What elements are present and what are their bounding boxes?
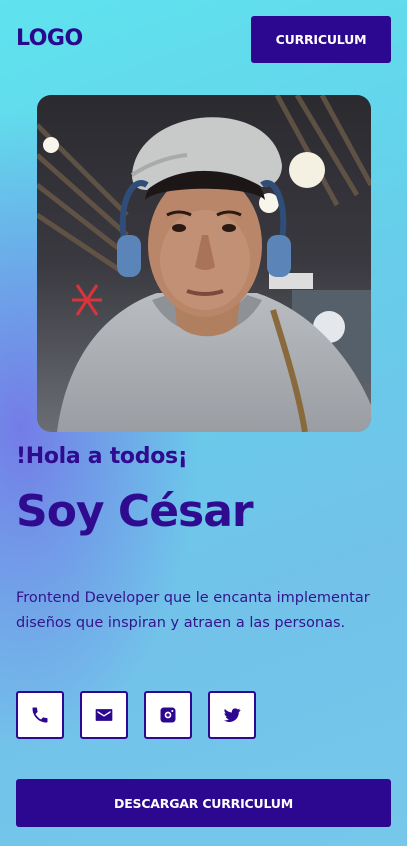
twitter-button[interactable] xyxy=(208,691,256,739)
hero-description: Frontend Developer que le encanta implementar diseños que inspiran y atraen a las personas. xyxy=(16,590,370,631)
mail-icon xyxy=(94,705,114,725)
hero-name: Soy César xyxy=(16,486,253,537)
phone-button[interactable] xyxy=(16,691,64,739)
logo[interactable]: LOGO xyxy=(16,26,83,51)
greeting: !Hola a todos¡ xyxy=(16,444,188,469)
curriculum-button[interactable]: CURRICULUM xyxy=(251,16,391,63)
profile-photo xyxy=(37,95,371,432)
instagram-icon xyxy=(158,705,178,725)
twitter-icon xyxy=(222,705,242,725)
download-cv-button[interactable]: DESCARGAR CURRICULUM xyxy=(16,779,391,827)
email-button[interactable] xyxy=(80,691,128,739)
instagram-button[interactable] xyxy=(144,691,192,739)
phone-icon xyxy=(30,705,50,725)
social-links xyxy=(16,691,256,739)
header xyxy=(0,0,407,80)
